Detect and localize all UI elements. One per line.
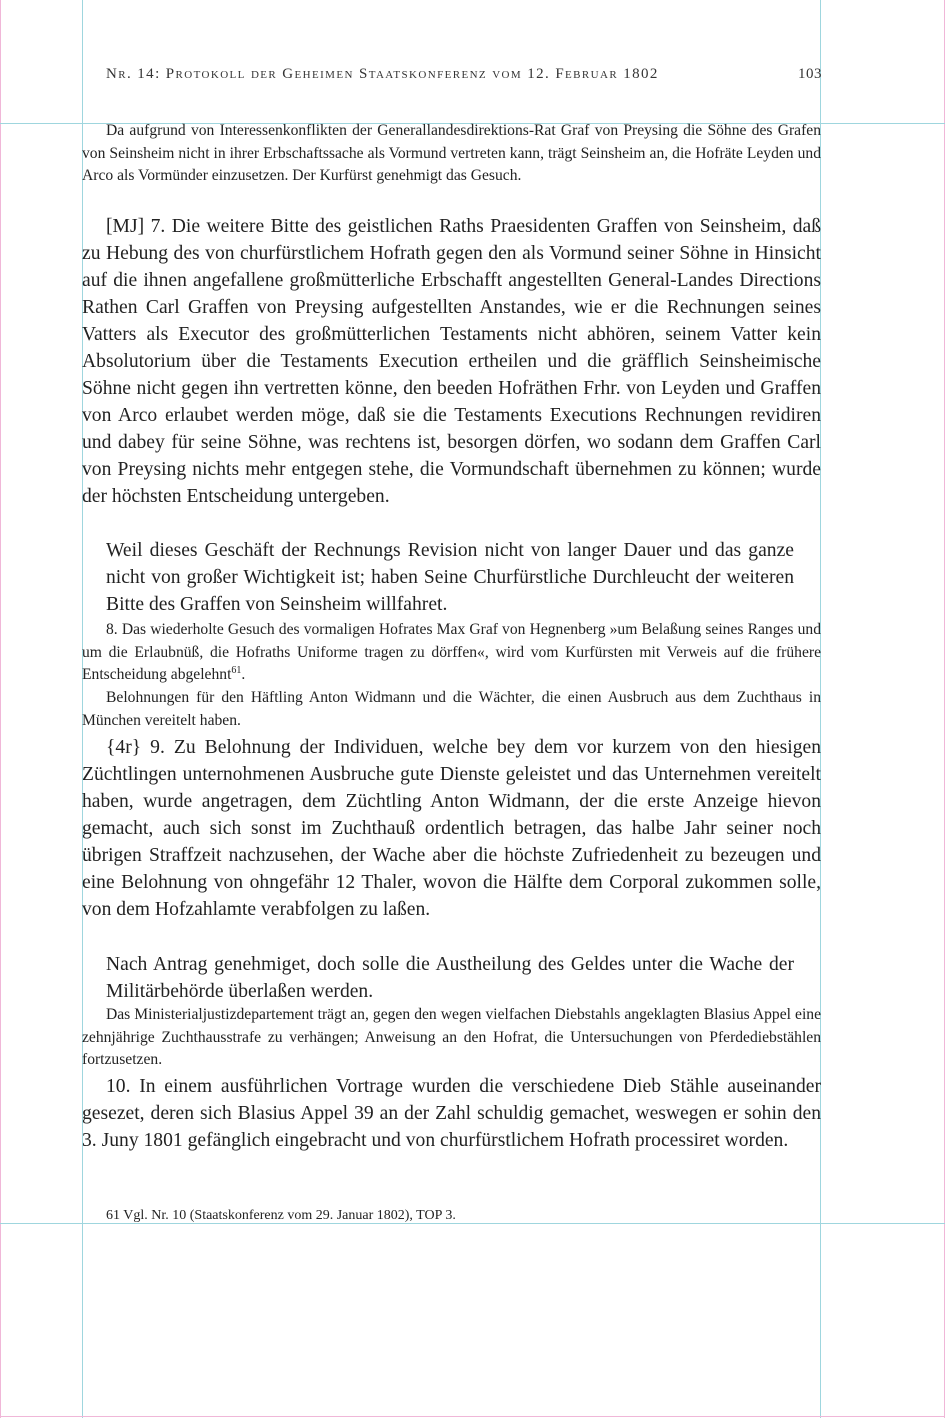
section-9-decision: Nach Antrag genehmiget, doch solle die Austheilung des Geldes unter die Wache der Militärbehörde überlaßen werden. <box>106 954 794 1002</box>
section-10-text: 10. In einem ausführlichen Vortrage wurden die verschiedene Dieb Stähle auseinander gesezet, deren sich Blasius Appel 39 an der Zahl schuldig gemachet, weswegen er sohin den 3. Juny 1801 gefänglich eingebracht und von churfürstlichem Hofrath processiret worden. <box>82 1076 821 1151</box>
running-head <box>106 66 822 83</box>
section-10-summary: Das Ministerialjustizdepartement trägt an, gegen den wegen vielfachen Diebstahls angeklagten Blasius Appel eine zehnjährige Zuchthausstrafe zu verhängen; Anweisung an den Hofrat, die Untersuchungen von Pferdediebstählen fortzusetzen. <box>82 1006 821 1068</box>
footnote-61: 61 Vgl. Nr. 10 (Staatskonferenz vom 29. Januar 1802), TOP 3. <box>106 1208 456 1223</box>
section-7-summary: Da aufgrund von Interessenkonflikten der Generallandesdirektions-Rat Graf von Preysing die Söhne des Grafen von Seinsheim nicht in ihrer Erbschaftssache als Vormund vertreten kann, trägt Seinsheim an, die Hofräte Leyden und Arco als Vormünder einzusetzen. Der Kurfürst genehmigt das Gesuch. <box>82 122 821 184</box>
running-title: Nr. 14: Protokoll der Geheimen Staatskonferenz vom 12. Februar 1802 <box>106 66 659 82</box>
section-8-end: . <box>241 666 246 683</box>
footnote-ref-61[interactable]: 61 <box>231 664 242 676</box>
bleed-guide-bottom <box>0 1416 945 1417</box>
section-8-text <box>82 619 821 687</box>
section-8-body: 8. Das wiederholte Gesuch des vormaligen Hofrates Max Graf von Hegnenberg »um Belaßung seines Ranges und um die Erlaubnüß, die Hofraths Uniforme tragen zu dörffen«, wird vom Kurfürsten mit Verweis auf die frühere Entscheidung abgelehnt <box>82 621 821 683</box>
section-9-text: {4r} 9. Zu Belohnung der Individuen, welche bey dem vor kurzem von den hiesigen Züchtlingen unternohmenen Ausbruche gute Dienste geleistet und das Unternehmen vereitelt haben, wurde angetragen, dem Züchtling Anton Widmann, der die erste Anzeige hievon gemacht, auch sich sonst im Zuchthauß ordentlich betragen, das halbe Jahr seiner noch übrigen Straffzeit nachzusehen, der Wache aber die höchste Zufriedenheit zu bezeugen und eine Belohnung von ohngefähr 12 Thaler, wovon die Hälfte dem Corporal zukommen solle, von dem Hofzahlamte verabfolgen zu laßen. <box>82 737 821 920</box>
page-number: 103 <box>798 66 822 82</box>
section-7-decision: Weil dieses Geschäft der Rechnungs Revision nicht von langer Dauer und das ganze nicht von großer Wichtigkeit ist; haben Seine Churfürstliche Durchleucht der weiteren Bitte des Graffen von Seinsheim willfahret. <box>106 540 794 615</box>
section-7-text: [MJ] 7. Die weitere Bitte des geistlichen Raths Praesidenten Graffen von Seinsheim, daß zu Hebung des von churfürstlichem Hofrath gegen den als Vormund seiner Söhne in Hinsicht auf die ihnen angefallene großmütterliche Erbschafft angestellten General-Landes Directions Rathen Carl Graffen von Preysing aufgestellten Anstandes, wie er die Rechnungen seines Vatters als Executor des großmütterlichen Testaments nicht abhören, seinem Vatter kein Absolutorium über die Testaments Execution ertheilen und die gräfflich Seinsheimische Söhne nicht gegen ihn vertretten könne, den beeden Hofräthen Frhr. von Leyden und Graffen von Arco erlaubet werden möge, daß sie die Testaments Executions Rechnungen revidiren und dabey für seine Söhne, was rechtens ist, besorgen dörfen, wo sodann dem Graffen Carl von Preysing nichts mehr entgegen stehe, die Vormundschaft übernehmen zu können; wurde der höchsten Entscheidung untergeben. <box>82 216 821 507</box>
section-9-summary: Belohnungen für den Häftling Anton Widmann und die Wächter, die einen Ausbruch aus dem Zuchthaus in München vereitelt haben. <box>82 689 821 729</box>
bleed-guide-left <box>0 0 1 1418</box>
